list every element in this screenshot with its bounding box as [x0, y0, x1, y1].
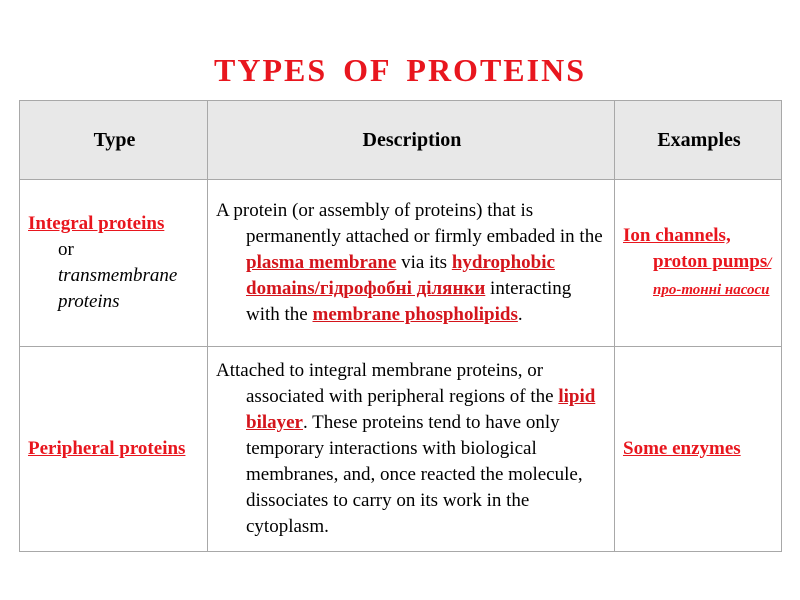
description-cell [208, 180, 615, 347]
table-row [20, 347, 782, 552]
ion-channels-link[interactable] [623, 225, 771, 299]
type-cell [20, 347, 208, 552]
desc-text-3: interacting with the [246, 278, 572, 325]
header-description: Description [208, 101, 615, 180]
example-text-1: Ion channels, proton pumps [623, 225, 768, 272]
lipid-bilayer-link[interactable]: lipid bilayer [246, 386, 596, 433]
example-text-2: /про-тонні насоси [653, 255, 772, 298]
page-title: TYPES OF PROTEINS [214, 52, 586, 88]
desc-text-1: Attached to integral membrane proteins, or associated with peripheral regions of the [216, 360, 559, 407]
desc-text-1: A protein (or assembly of proteins) that is permanently attached or firmly embaded in the [216, 200, 603, 247]
header-examples: Examples [615, 101, 782, 180]
desc-text-2: . These proteins tend to have only temporary interactions with biological membranes, and, once reacted the molecule, dissociates to carry on its work in the cytoplasm. [246, 412, 583, 537]
type-or: or [58, 239, 74, 260]
header-type: Type [20, 101, 208, 180]
examples-text [623, 223, 775, 303]
table-header-row [20, 101, 782, 180]
type-text [28, 436, 201, 462]
description-cell [208, 347, 615, 552]
peripheral-proteins-link[interactable]: Peripheral proteins [28, 438, 186, 459]
description-text [216, 358, 608, 540]
hydrophobic-domains-link[interactable]: hydrophobic domains/гідрофобні ділянки [246, 252, 555, 299]
type-alt-1: transmembrane [58, 265, 178, 286]
desc-text-4: . [517, 304, 523, 325]
table-row [20, 180, 782, 347]
description-text [216, 198, 608, 328]
integral-proteins-link[interactable]: Integral proteins [28, 213, 165, 234]
type-alt-2: proteins [58, 291, 120, 312]
desc-text-2: via its [396, 252, 452, 273]
examples-cell [615, 180, 782, 347]
examples-text [623, 436, 775, 462]
plasma-membrane-link[interactable]: plasma membrane [246, 252, 397, 273]
membrane-phospholipids-link[interactable]: membrane phospholipids [312, 304, 518, 325]
some-enzymes-link[interactable]: Some enzymes [623, 438, 741, 459]
type-cell [20, 180, 208, 347]
proteins-table [19, 100, 782, 552]
type-text [28, 211, 201, 315]
examples-cell [615, 347, 782, 552]
